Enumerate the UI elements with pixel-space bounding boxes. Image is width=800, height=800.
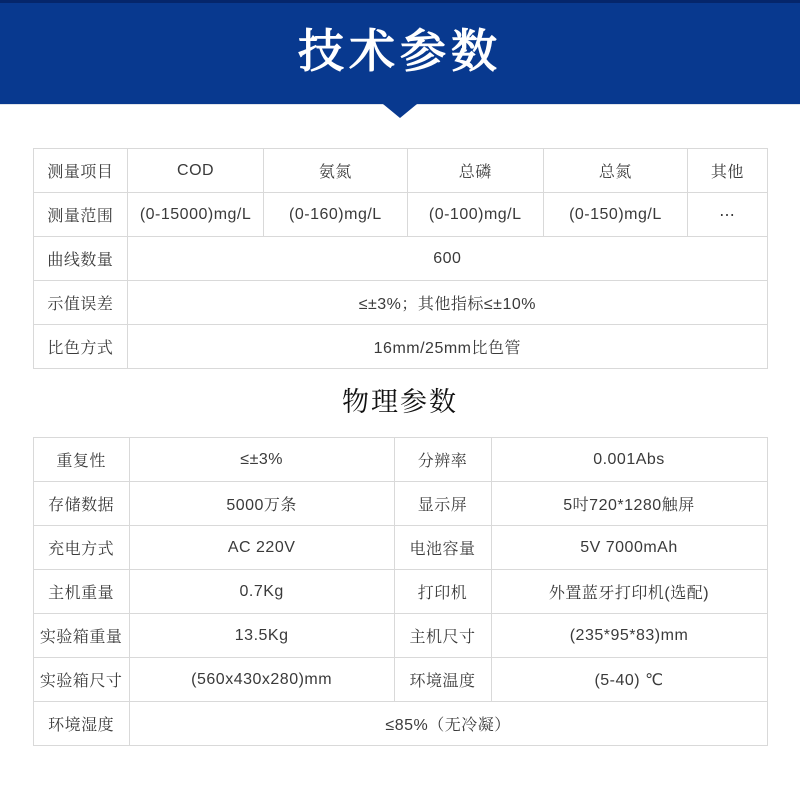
spec-label-cell: 充电方式 bbox=[33, 526, 129, 570]
spec-value-cell: 外置蓝牙打印机(选配) bbox=[491, 570, 767, 614]
spec-value-cell: (0-100)mg/L bbox=[407, 193, 543, 237]
spec-value-cell: (5-40) ℃ bbox=[491, 658, 767, 702]
spec-label-cell: 分辨率 bbox=[394, 438, 491, 482]
spec-value-cell: 600 bbox=[128, 237, 767, 281]
spec-value-cell: 5000万条 bbox=[129, 482, 394, 526]
spec-value-cell: (560x430x280)mm bbox=[129, 658, 394, 702]
table-row bbox=[33, 193, 767, 237]
table-row bbox=[33, 482, 767, 526]
spec-value-cell: ≤85%（无冷凝） bbox=[129, 702, 767, 746]
spec-label-cell: 打印机 bbox=[394, 570, 491, 614]
spec-label-cell: 主机尺寸 bbox=[394, 614, 491, 658]
table-row bbox=[33, 614, 767, 658]
table-row bbox=[33, 702, 767, 746]
physical-parameters-table bbox=[33, 437, 768, 746]
spec-value-cell: ≤±3% bbox=[129, 438, 394, 482]
spec-label-cell: 示值误差 bbox=[33, 281, 128, 325]
spec-label-cell: 测量项目 bbox=[33, 149, 128, 193]
spec-value-cell: 氨氮 bbox=[263, 149, 407, 193]
spec-label-cell: 实验箱尺寸 bbox=[33, 658, 129, 702]
spec-value-cell: 总磷 bbox=[407, 149, 543, 193]
table-row bbox=[33, 526, 767, 570]
spec-value-cell: COD bbox=[128, 149, 264, 193]
spec-label-cell: 环境温度 bbox=[394, 658, 491, 702]
table-row bbox=[33, 658, 767, 702]
spec-label-cell: 比色方式 bbox=[33, 325, 128, 369]
spec-label-cell: 重复性 bbox=[33, 438, 129, 482]
spec-value-cell: 总氮 bbox=[543, 149, 688, 193]
spec-label-cell: 测量范围 bbox=[33, 193, 128, 237]
spec-label-cell: 环境湿度 bbox=[33, 702, 129, 746]
spec-value-cell: 5吋720*1280触屏 bbox=[491, 482, 767, 526]
spec-label-cell: 实验箱重量 bbox=[33, 614, 129, 658]
tech-parameters-table bbox=[33, 148, 768, 369]
spec-value-cell: 13.5Kg bbox=[129, 614, 394, 658]
table-row bbox=[33, 570, 767, 614]
banner-notch-triangle bbox=[383, 104, 417, 118]
spec-label-cell: 曲线数量 bbox=[33, 237, 128, 281]
spec-value-cell: (0-150)mg/L bbox=[543, 193, 688, 237]
spec-value-cell: (235*95*83)mm bbox=[491, 614, 767, 658]
spec-value-cell: 0.7Kg bbox=[129, 570, 394, 614]
spec-value-cell: AC 220V bbox=[129, 526, 394, 570]
spec-value-cell: (0-160)mg/L bbox=[263, 193, 407, 237]
table-row bbox=[33, 438, 767, 482]
banner bbox=[0, 0, 800, 105]
section-title-physical: 物理参数 bbox=[342, 387, 458, 417]
spec-value-cell: ≤±3%；其他指标≤±10% bbox=[128, 281, 767, 325]
table-row bbox=[33, 149, 767, 193]
spec-value-cell: 16mm/25mm比色管 bbox=[128, 325, 767, 369]
spec-value-cell: 0.001Abs bbox=[491, 438, 767, 482]
spec-value-cell: 5V 7000mAh bbox=[491, 526, 767, 570]
spec-label-cell: 主机重量 bbox=[33, 570, 129, 614]
table-row bbox=[33, 237, 767, 281]
spec-value-cell: ⋯ bbox=[688, 193, 767, 237]
spec-label-cell: 存储数据 bbox=[33, 482, 129, 526]
spec-label-cell: 显示屏 bbox=[394, 482, 491, 526]
page-title: 技术参数 bbox=[298, 25, 502, 77]
table-row bbox=[33, 325, 767, 369]
table-row bbox=[33, 281, 767, 325]
spec-value-cell: 其他 bbox=[688, 149, 767, 193]
spec-value-cell: (0-15000)mg/L bbox=[128, 193, 264, 237]
spec-label-cell: 电池容量 bbox=[394, 526, 491, 570]
